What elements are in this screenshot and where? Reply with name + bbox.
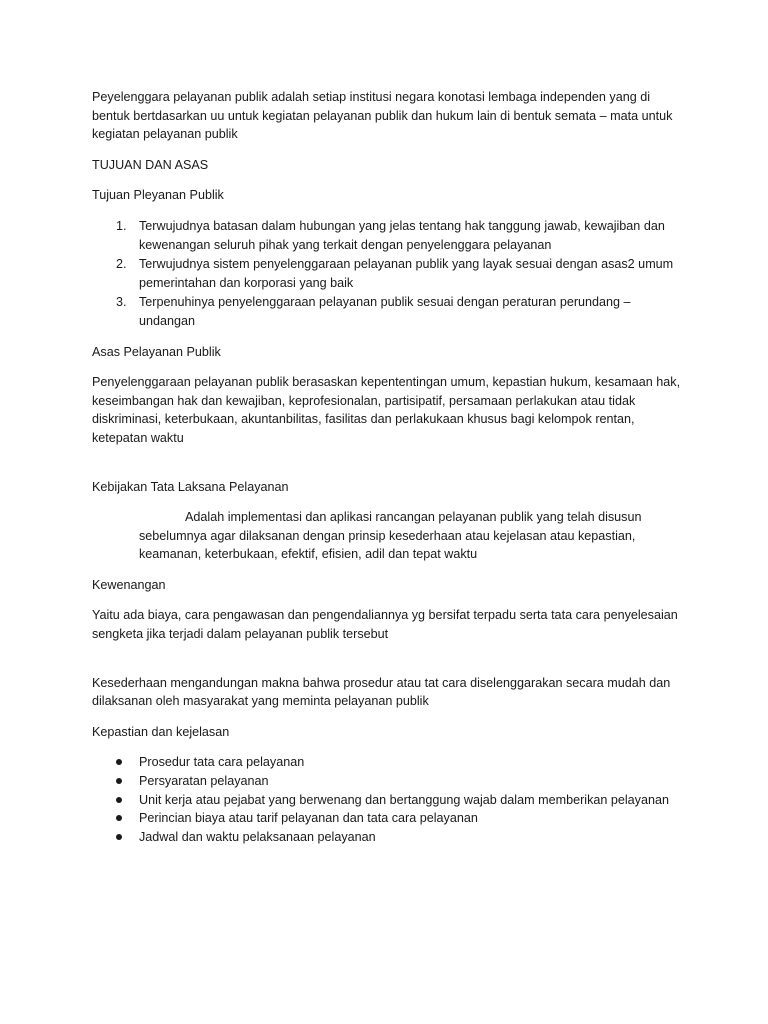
list-item bbox=[92, 753, 682, 772]
heading-tujuan-pelayanan: Tujuan Pleyanan Publik bbox=[92, 188, 224, 203]
list-item bbox=[92, 217, 682, 254]
kepastian-list bbox=[92, 753, 682, 846]
list-item bbox=[92, 255, 682, 292]
heading-kewenangan: Kewenangan bbox=[92, 577, 166, 592]
bullet-icon bbox=[116, 797, 122, 803]
bullet-icon bbox=[116, 815, 122, 821]
bullet-icon bbox=[116, 834, 122, 840]
list-item bbox=[92, 772, 682, 791]
bullet-icon bbox=[116, 759, 122, 765]
list-item-text: Persyaratan pelayanan bbox=[139, 774, 269, 789]
asas-paragraph: Penyelenggaraan pelayanan publik berasaskan kepententingan umum, kepastian hukum, kesamaan hak, keseimbangan hak dan kewajiban, keprofesionalan, partisipatif, persamaan perlakukan atau tidak diskriminasi, keterbukaan, akuntanbilitas, fasilitas dan perlakukaan khusus bagi kelompok rentan, ketepatan waktu bbox=[92, 375, 681, 445]
list-item-text: Terpenuhinya penyelenggaraan pelayanan publik sesuai dengan peraturan perundang – undangan bbox=[139, 295, 631, 328]
list-item-text: Prosedur tata cara pelayanan bbox=[139, 755, 305, 770]
list-item bbox=[92, 293, 682, 330]
document-page bbox=[92, 88, 682, 846]
heading-tujuan-dan-asas: TUJUAN DAN ASAS bbox=[92, 157, 209, 172]
list-number: 2. bbox=[116, 257, 127, 272]
heading-kepastian: Kepastian dan kejelasan bbox=[92, 724, 230, 739]
list-item bbox=[92, 809, 682, 828]
list-item-text: Terwujudnya sistem penyelenggaraan pelayanan publik yang layak sesuai dengan asas2 umum pemerintahan dan korporasi yang baik bbox=[139, 257, 674, 290]
heading-kebijakan: Kebijakan Tata Laksana Pelayanan bbox=[92, 479, 289, 494]
kewenangan-paragraph: Yaitu ada biaya, cara pengawasan dan pengendaliannya yg bersifat terpadu serta tata cara penyelesaian sengketa jika terjadi dalam pelayanan publik tersebut bbox=[92, 608, 678, 642]
list-item-text: Terwujudnya batasan dalam hubungan yang jelas tentang hak tanggung jawab, kewajiban dan kewenangan seluruh pihak yang terkait dengan penyelenggara pelayanan bbox=[139, 218, 665, 252]
bullet-icon bbox=[116, 778, 122, 784]
list-item bbox=[92, 791, 682, 810]
list-item-text: Unit kerja atau pejabat yang berwenang dan bertanggung wajab dalam memberikan pelayanan bbox=[139, 792, 669, 807]
tujuan-list bbox=[92, 217, 682, 331]
kebijakan-paragraph: Adalah implementasi dan aplikasi rancangan pelayanan publik yang telah disusun sebelumnya agar dilaksanan dengan prinsip kesederhaan atau kejelasan atau kepastian, keamanan, keterbukaan, efektif, efisien, adil dan tepat waktu bbox=[139, 510, 642, 562]
list-item-text: Perincian biaya atau tarif pelayanan dan tata cara pelayanan bbox=[139, 811, 478, 826]
list-number: 1. bbox=[116, 218, 127, 233]
heading-asas-pelayanan: Asas Pelayanan Publik bbox=[92, 344, 221, 359]
list-item bbox=[92, 828, 682, 847]
kesederhanaan-paragraph: Kesederhaan mengandungan makna bahwa prosedur atau tat cara diselenggarakan secara mudah dan dilaksanan oleh masyarakat yang meminta pelayanan publik bbox=[92, 675, 671, 709]
list-item-text: Jadwal dan waktu pelaksanaan pelayanan bbox=[139, 829, 376, 844]
intro-paragraph: Peyelenggara pelayanan publik adalah setiap institusi negara konotasi lembaga independen yang di bentuk bertdasarkan uu untuk kegiatan pelayanan publik dan hukum lain di bentuk semata – mata untuk kegiatan pelayanan publik bbox=[92, 90, 673, 142]
list-number: 3. bbox=[116, 295, 127, 310]
